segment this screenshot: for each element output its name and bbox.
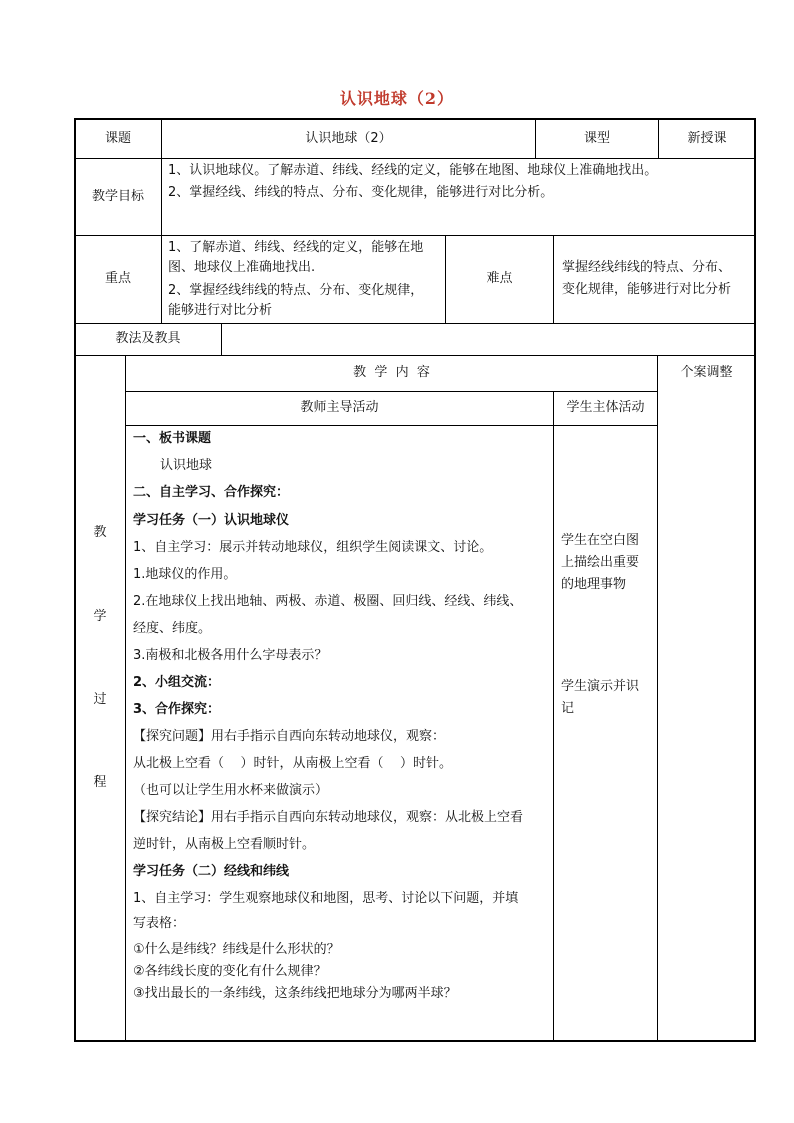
row-divider bbox=[125, 391, 657, 392]
row-divider bbox=[75, 158, 755, 159]
document-title: 认识地球（2） bbox=[339, 89, 455, 108]
adjust-header: 个案调整 bbox=[680, 365, 733, 380]
difficulty-label: 难点 bbox=[486, 271, 513, 286]
teacher-line: 【探究问题】用右手指示自西向东转动地球仪，观察： bbox=[133, 729, 446, 744]
teacher-heading: 一、板书课题 bbox=[133, 431, 212, 446]
difficulty-line-1: 掌握经线纬线的特点、分布、 bbox=[562, 260, 732, 275]
teacher-header: 教师主导活动 bbox=[300, 400, 379, 415]
teacher-line: 1.地球仪的作用。 bbox=[133, 567, 237, 582]
col-divider bbox=[553, 391, 554, 1041]
teacher-heading: 学习任务（一）认识地球仪 bbox=[133, 513, 290, 528]
key-points-label: 重点 bbox=[104, 271, 131, 286]
teacher-heading: 学习任务（二）经线和纬线 bbox=[133, 864, 290, 879]
lesson-type-value: 新授课 bbox=[687, 131, 727, 146]
teacher-heading: 3、合作探究： bbox=[133, 702, 221, 717]
student-line: 上描绘出重要 bbox=[561, 555, 640, 570]
teacher-line: 1、自主学习：学生观察地球仪和地图，思考、讨论以下问题，并填 bbox=[133, 891, 519, 906]
topic-label: 课题 bbox=[104, 131, 131, 146]
teacher-line: 【探究结论】用右手指示自西向东转动地球仪，观察：从北极上空看 bbox=[133, 810, 524, 825]
row-divider bbox=[125, 425, 657, 426]
key-points-line-2: 图、地球仪上准确地找出. bbox=[168, 260, 316, 275]
goals-line-2: 2、掌握经线、纬线的特点、分布、变化规律，能够进行对比分析。 bbox=[168, 185, 554, 200]
teacher-line: ②各纬线长度的变化有什么规律？ bbox=[133, 964, 327, 979]
teacher-line: 认识地球 bbox=[160, 458, 213, 473]
teacher-line: 3.南极和北极各用什么字母表示？ bbox=[133, 648, 328, 663]
methods-label: 教法及教具 bbox=[115, 331, 181, 346]
col-divider bbox=[125, 355, 126, 1041]
teacher-line: （也可以让学生用水杯来做演示） bbox=[133, 783, 329, 798]
teacher-line: 1、自主学习：展示并转动地球仪，组织学生阅读课文、讨论。 bbox=[133, 540, 493, 555]
teacher-line: 经度、纬度。 bbox=[133, 621, 212, 636]
key-points-line-4: 能够进行对比分析 bbox=[168, 303, 273, 318]
teacher-heading: 二、自主学习、合作探究： bbox=[133, 485, 290, 500]
topic-value: 认识地球（2） bbox=[305, 131, 392, 146]
student-header: 学生主体活动 bbox=[566, 400, 645, 415]
teacher-line: 从北极上空看（ ）时针，从南极上空看（ ）时针。 bbox=[133, 756, 453, 771]
teacher-heading: 2、小组交流： bbox=[133, 675, 221, 690]
teacher-line: 2.在地球仪上找出地轴、两极、赤道、极圈、回归线、经线、纬线、 bbox=[133, 594, 523, 609]
row-divider bbox=[75, 355, 755, 356]
lesson-type-label: 课型 bbox=[583, 131, 610, 146]
key-points-line-3: 2、掌握经线纬线的特点、分布、变化规律， bbox=[168, 283, 424, 298]
goals-label: 教学目标 bbox=[91, 189, 144, 204]
row-divider bbox=[75, 323, 755, 324]
content-header: 教 学 内 容 bbox=[353, 365, 430, 380]
teacher-line: ①什么是纬线？纬线是什么形状的？ bbox=[133, 942, 340, 957]
student-line: 学生演示并识 bbox=[561, 679, 640, 694]
process-label-char-4: 程 bbox=[93, 775, 107, 790]
teacher-line: 逆时针，从南极上空看顺时针。 bbox=[133, 837, 316, 852]
teacher-line: ③找出最长的一条纬线，这条纬线把地球分为哪两半球？ bbox=[133, 986, 457, 1001]
student-line: 学生在空白图 bbox=[561, 533, 640, 548]
process-label-char-1: 教 bbox=[93, 525, 107, 540]
process-label-char-3: 过 bbox=[93, 692, 107, 707]
process-label-char-2: 学 bbox=[93, 609, 107, 624]
teacher-line: 写表格： bbox=[133, 916, 186, 931]
row-divider bbox=[75, 235, 755, 236]
col-divider bbox=[553, 235, 554, 323]
difficulty-line-2: 变化规律，能够进行对比分析 bbox=[562, 282, 732, 297]
student-line: 的地理事物 bbox=[561, 577, 627, 592]
key-points-line-1: 1、了解赤道、纬线、经线的定义，能够在地 bbox=[168, 240, 424, 255]
goals-line-1: 1、认识地球仪。了解赤道、纬线、经线的定义，能够在地图、地球仪上准确地找出。 bbox=[168, 163, 658, 178]
student-line: 记 bbox=[561, 701, 575, 716]
col-divider bbox=[657, 355, 658, 1041]
col-divider bbox=[221, 323, 222, 355]
